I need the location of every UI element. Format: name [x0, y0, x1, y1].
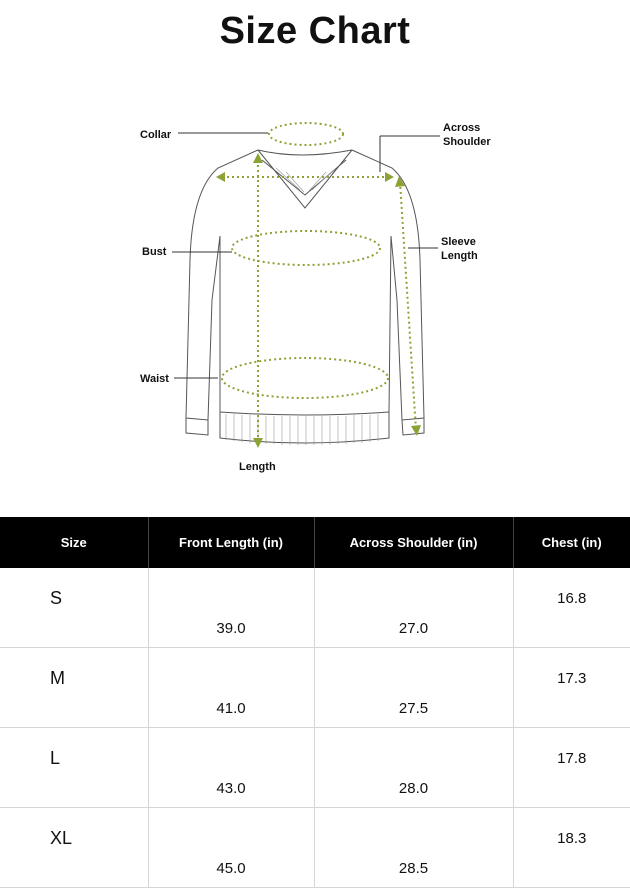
sleeve-length-label: Sleeve Length — [441, 236, 478, 262]
front-length-cell: 43.0 — [148, 728, 314, 808]
collar-label: Collar — [140, 129, 172, 141]
chest-cell: 17.8 — [513, 728, 630, 808]
table-row — [0, 648, 630, 728]
sweater-illustration — [100, 100, 530, 490]
across-shoulder-label: Across Shoulder — [443, 122, 491, 148]
front-length-cell: 39.0 — [148, 568, 314, 648]
header-chest: Chest (in) — [513, 517, 630, 568]
header-across-shoulder: Across Shoulder (in) — [314, 517, 513, 568]
length-label: Length — [239, 461, 276, 473]
across-shoulder-cell: 28.0 — [314, 728, 513, 808]
header-size: Size — [0, 517, 148, 568]
page-title: Size Chart — [219, 10, 411, 52]
sweater-diagram — [100, 100, 530, 490]
chest-cell: 16.8 — [513, 568, 630, 648]
table-row — [0, 728, 630, 808]
chest-cell: 18.3 — [513, 808, 630, 888]
size-cell: L — [0, 728, 148, 808]
waist-label: Waist — [140, 373, 169, 385]
chest-cell: 17.3 — [513, 648, 630, 728]
table-header-row — [0, 517, 630, 568]
across-shoulder-cell: 28.5 — [314, 808, 513, 888]
size-cell: M — [0, 648, 148, 728]
header-front-length: Front Length (in) — [148, 517, 314, 568]
size-cell: XL — [0, 808, 148, 888]
size-cell: S — [0, 568, 148, 648]
across-shoulder-cell: 27.0 — [314, 568, 513, 648]
bust-label: Bust — [142, 246, 167, 258]
front-length-cell: 41.0 — [148, 648, 314, 728]
front-length-cell: 45.0 — [148, 808, 314, 888]
size-table — [0, 517, 630, 888]
table-row — [0, 808, 630, 888]
table-row — [0, 568, 630, 648]
across-shoulder-cell: 27.5 — [314, 648, 513, 728]
